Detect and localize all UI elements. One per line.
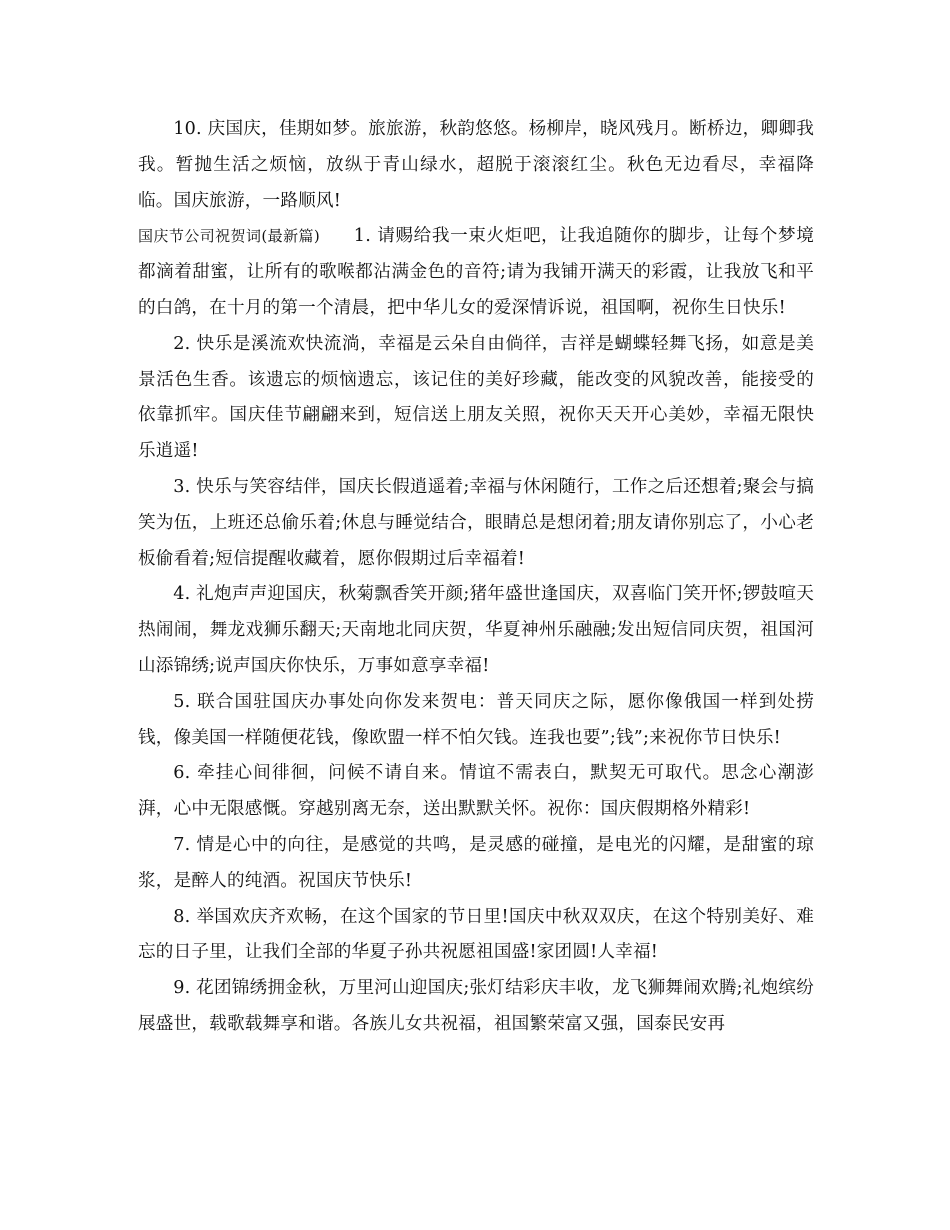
paragraph-1-text: 1. 请赐给我一束火炬吧，让我追随你的脚步，让每个梦境都滴着甜蜜，让所有的歌喉都沾满金色的音符;请为我铺开满天的彩霞，让我放飞和平的白鸽，在十月的第一个清晨，把中华儿女的爱深情诉说，祖国啊，祝你生日快乐!	[138, 226, 814, 318]
paragraph-1-with-section-title	[138, 219, 814, 326]
paragraph-6: 6. 牵挂心间徘徊，问候不请自来。情谊不需表白，默契无可取代。思念心潮澎湃，心中无限感慨。穿越别离无奈，送出默默关怀。祝你：国庆假期格外精彩!	[138, 763, 814, 820]
section-title: 国庆节公司祝贺词(最新篇)	[138, 227, 320, 246]
paragraph-2: 2. 快乐是溪流欢快流淌，幸福是云朵自由倘徉，吉祥是蝴蝶轻舞飞扬，如意是美景活色生香。该遗忘的烦恼遗忘，该记住的美好珍藏，能改变的风貌改善，能接受的依靠抓牢。国庆佳节翩翩来到，短信送上朋友关照，祝你天天开心美妙，幸福无限快乐逍遥!	[138, 333, 814, 462]
paragraph-8: 8. 举国欢庆齐欢畅，在这个国家的节日里!国庆中秋双双庆，在这个特别美好、难忘的日子里，让我们全部的华夏子孙共祝愿祖国盛!家团圆!人幸福!	[138, 906, 814, 963]
paragraph-10: 10. 庆国庆，佳期如梦。旅旅游，秋韵悠悠。杨柳岸，晓风残月。断桥边，卿卿我我。暂抛生活之烦恼，放纵于青山绿水，超脱于滚滚红尘。秋色无边看尽，幸福降临。国庆旅游，一路顺风!	[138, 119, 814, 211]
document-page	[138, 112, 814, 1043]
paragraph-5: 5. 联合国驻国庆办事处向你发来贺电：普天同庆之际，愿你像俄国一样到处捞钱，像美国一样随便花钱，像欧盟一样不怕欠钱。连我也要”;钱”;来祝你节日快乐!	[138, 691, 814, 748]
paragraph-9: 9. 花团锦绣拥金秋，万里河山迎国庆;张灯结彩庆丰收，龙飞狮舞闹欢腾;礼炮缤纷展盛世，载歌载舞享和谐。各族儿女共祝福，祖国繁荣富又强，国泰民安再	[138, 978, 814, 1034]
paragraph-7: 7. 情是心中的向往，是感觉的共鸣，是灵感的碰撞，是电光的闪耀，是甜蜜的琼浆，是醉人的纯酒。祝国庆节快乐!	[138, 834, 814, 891]
paragraph-3: 3. 快乐与笑容结伴，国庆长假逍遥着;幸福与休闲随行，工作之后还想着;聚会与搞笑为伍，上班还总偷乐着;休息与睡觉结合，眼睛总是想闭着;朋友请你别忘了，小心老板偷看着;短信提醒收藏着，愿你假期过后幸福着!	[138, 476, 814, 569]
paragraph-4: 4. 礼炮声声迎国庆，秋菊飘香笑开颜;猪年盛世逢国庆，双喜临门笑开怀;锣鼓喧天热闹闹，舞龙戏狮乐翻天;天南地北同庆贺，华夏神州乐融融;发出短信同庆贺，祖国河山添锦绣;说声国庆你快乐，万事如意享幸福!	[138, 584, 814, 676]
